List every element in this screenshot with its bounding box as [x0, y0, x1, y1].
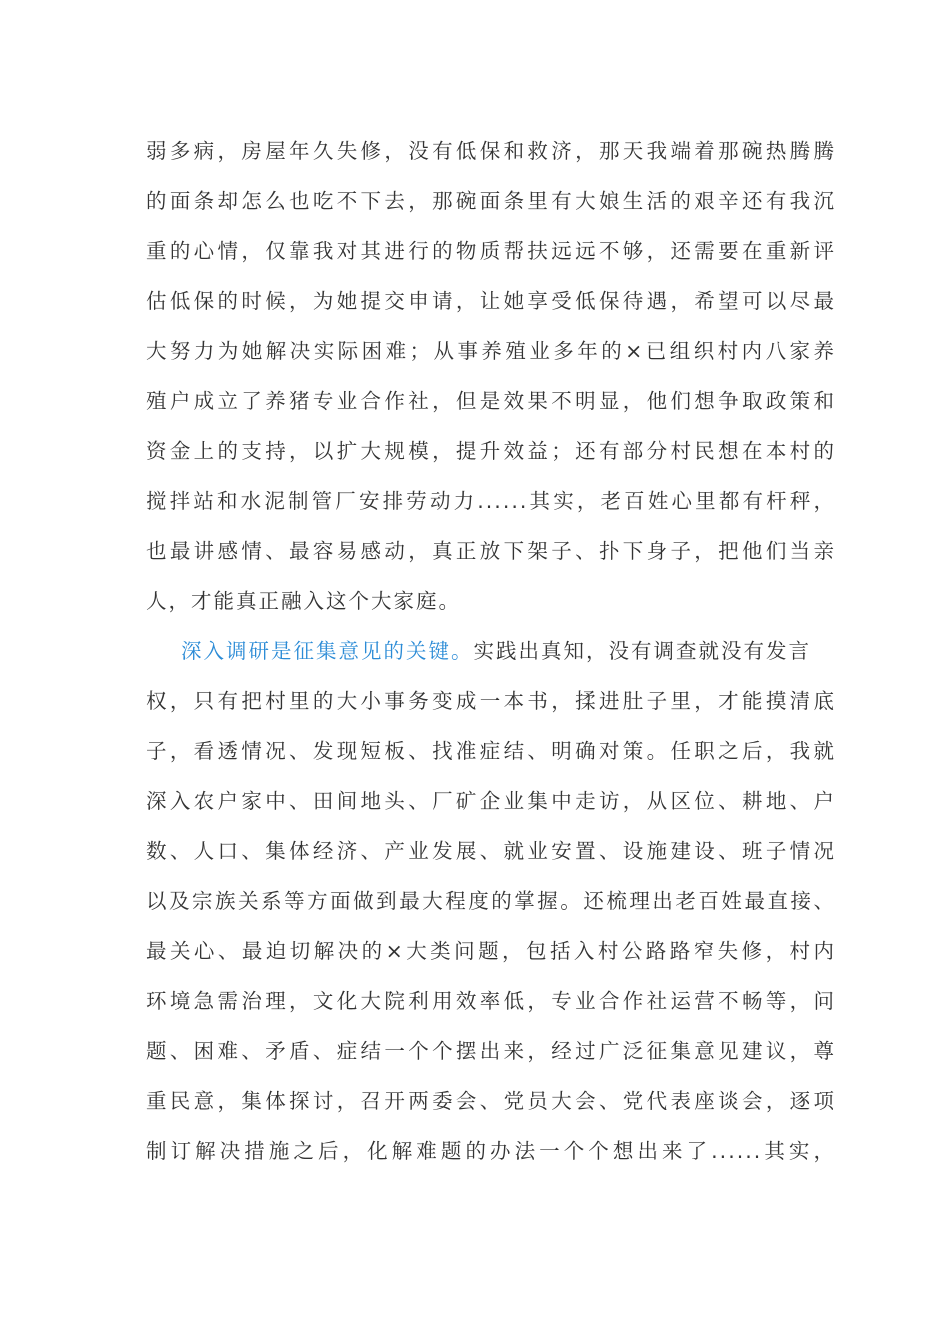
paragraph-2-line-7: 最关心、最迫切解决的×大类问题，包括入村公路路窄失修，村内	[146, 939, 836, 963]
paragraph-2-first-line-rest: 实践出真知，没有调查就没有发言	[473, 639, 811, 663]
paragraph-2-line-4: 深入农户家中、田间地头、厂矿企业集中走访，从区位、耕地、户	[146, 789, 836, 813]
paragraph-1-line-3: 重的心情，仅靠我对其进行的物质帮扶远远不够，还需要在重新评	[146, 239, 836, 263]
paragraph-2-line-10: 重民意，集体探讨，召开两委会、党员大会、党代表座谈会，逐项	[146, 1089, 836, 1113]
paragraph-1-line-5: 大努力为她解决实际困难；从事养殖业多年的×已组织村内八家养	[146, 339, 836, 363]
paragraph-1-line-9: 也最讲感情、最容易感动，真正放下架子、扑下身子，把他们当亲	[146, 539, 836, 563]
paragraph-2-line-5: 数、人口、集体经济、产业发展、就业安置、设施建设、班子情况	[146, 839, 836, 863]
paragraph-1-line-6: 殖户成立了养猪专业合作社，但是效果不明显，他们想争取政策和	[146, 389, 836, 413]
paragraph-2-line-2: 权，只有把村里的大小事务变成一本书，揉进肚子里，才能摸清底	[146, 689, 836, 713]
paragraph-1-line-2: 的面条却怎么也吃不下去，那碗面条里有大娘生活的艰辛还有我沉	[146, 189, 836, 213]
paragraph-2-heading: 深入调研是征集意见的关键。	[181, 639, 474, 663]
paragraph-1-line-4: 估低保的时候，为她提交申请，让她享受低保待遇，希望可以尽最	[146, 289, 836, 313]
paragraph-2-first-line	[181, 626, 836, 676]
paragraph-2-line-8: 环境急需治理，文化大院利用效率低，专业合作社运营不畅等，问	[146, 989, 836, 1013]
paragraph-2-line-9: 题、困难、矛盾、症结一个个摆出来，经过广泛征集意见建议，尊	[146, 1039, 836, 1063]
paragraph-2-line-11: 制订解决措施之后，化解难题的办法一个个想出来了......其实，	[146, 1139, 836, 1163]
paragraph-1-line-10: 人，才能真正融入这个大家庭。	[146, 589, 461, 613]
paragraph-1-line-1: 弱多病，房屋年久失修，没有低保和救济，那天我端着那碗热腾腾	[146, 139, 836, 163]
paragraph-1-line-8: 搅拌站和水泥制管厂安排劳动力......其实，老百姓心里都有杆秤，	[146, 489, 836, 513]
paragraph-2-line-3: 子，看透情况、发现短板、找准症结、明确对策。任职之后，我就	[146, 739, 836, 763]
paragraph-2-line-6: 以及宗族关系等方面做到最大程度的掌握。还梳理出老百姓最直接、	[146, 889, 836, 913]
paragraph-1-line-7: 资金上的支持，以扩大规模，提升效益；还有部分村民想在本村的	[146, 439, 836, 463]
